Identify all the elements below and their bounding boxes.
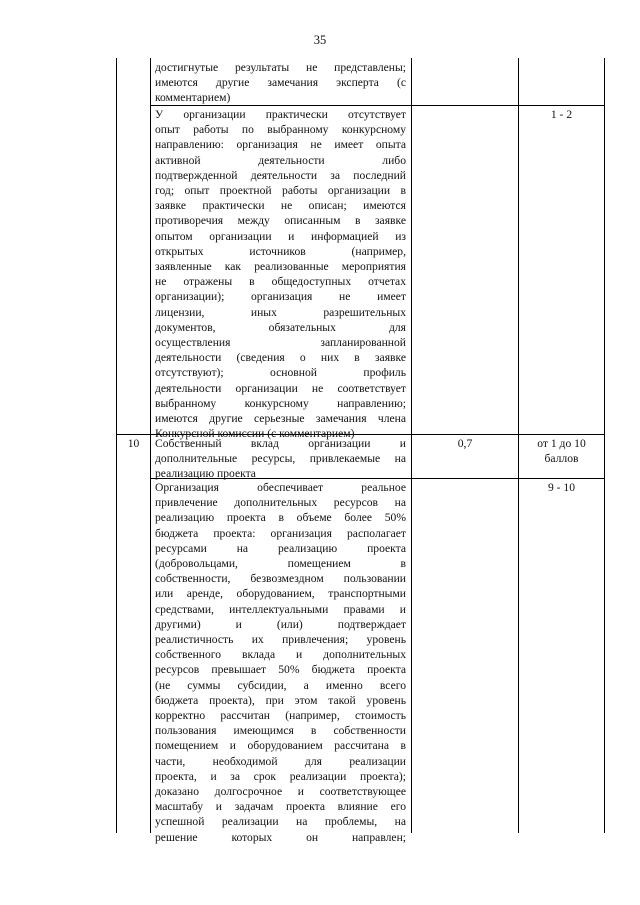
text-line: (не суммы субсидии, а именно всего: [155, 678, 406, 692]
score-line: от 1 до 10: [537, 437, 586, 450]
score-cell: 9 - 10: [547, 481, 576, 494]
table-border-num: [150, 58, 151, 833]
text-line: выбранному конкурсному направлению;: [155, 396, 406, 410]
table-border-right: [604, 58, 605, 833]
text-line: Конкурсной комиссии (с комментарием): [155, 427, 355, 441]
criterion-text: [155, 60, 406, 106]
criterion-number: 10: [127, 437, 140, 450]
text-line: бюджета проекта: организация располагает: [155, 526, 406, 540]
text-line: проекта, и за срок реализации проекта);: [155, 769, 406, 783]
text-line: Собственный вклад организации и: [155, 437, 406, 450]
score-cell: 1 - 2: [550, 108, 573, 121]
text-line: осуществления запланированной: [155, 336, 406, 350]
text-line: активной деятельности либо: [155, 153, 406, 167]
text-line: отсутствуют); основной профиль: [155, 366, 406, 380]
text-line: ресурсами на реализацию проекта: [155, 541, 406, 555]
text-line: пользования имеющимся в собственности: [155, 724, 406, 738]
text-line: другими) и (или) подтверждает: [155, 617, 406, 631]
text-line: Организация обеспечивает реальное: [155, 481, 406, 494]
text-line: год; опыт проектной работы организации в: [155, 184, 406, 198]
score-cell: [519, 436, 604, 466]
text-line: не отражены в общедоступных отчетах: [155, 275, 406, 289]
text-line: деятельности организации не соответствует: [155, 381, 406, 395]
text-line: привлечение дополнительных ресурсов на: [155, 496, 406, 510]
text-line: помещением и оборудованием рассчитана в: [155, 739, 406, 753]
text-line: документов, обязательных для: [155, 320, 406, 334]
text-line: реализацию проекта в объеме более 50%: [155, 511, 406, 525]
weight-cell: 0,7: [457, 437, 473, 450]
text-line: масштабу и задачам проекта влияние его: [155, 800, 406, 814]
text-line: опыт работы по выбранному конкурсному: [155, 123, 406, 137]
text-line: собственного вклада и дополнительных: [155, 648, 406, 662]
text-line: противоречия между описанным в заявке: [155, 214, 406, 228]
text-line: направлению: организация не имеет опыта: [155, 138, 406, 152]
text-line: подтвержденной деятельности за последний: [155, 168, 406, 182]
text-line: лицензии, иных разрешительных: [155, 305, 406, 319]
text-line: опытом организации и информацией из: [155, 229, 406, 243]
text-line: деятельности (сведения о них в заявке: [155, 351, 406, 365]
text-line: дополнительные ресурсы, привлекаемые на: [155, 452, 406, 466]
text-line: имеются другие серьезные замечания члена: [155, 412, 406, 426]
text-line: успешной реализации на проблемы, на: [155, 815, 406, 829]
score-line: баллов: [544, 452, 579, 466]
page-number: 35: [313, 33, 327, 47]
text-line: заявке практически не описан; имеются: [155, 199, 406, 213]
text-line: ресурсов превышает 50% бюджета проекта: [155, 663, 406, 677]
text-line: или аренде, оборудованием, транспортными: [155, 587, 406, 601]
criterion-text: [155, 436, 406, 482]
text-line: реалистичность их привлечения; уровень: [155, 633, 406, 647]
text-line: собственности, безвозмездном пользовании: [155, 572, 406, 586]
text-line: решение которых он направлен;: [155, 830, 406, 844]
text-line: имеются другие замечания эксперта (с: [155, 76, 406, 90]
criterion-text: [155, 480, 406, 845]
text-line: части, необходимой для реализации: [155, 754, 406, 768]
text-line: У организации практически отсутствует: [155, 108, 406, 121]
text-line: заявленные как реализованные мероприятия: [155, 260, 406, 274]
text-line: комментарием): [155, 91, 231, 105]
text-line: корректно рассчитан (например, стоимость: [155, 709, 406, 723]
text-line: бюджета проекта), при этом такой уровень: [155, 693, 406, 707]
text-line: (добровольцами, помещением в: [155, 557, 406, 571]
text-line: доказано долгосрочное и соответствующее: [155, 785, 406, 799]
text-line: средствами, интеллектуальными правами и: [155, 602, 406, 616]
criterion-text: [155, 107, 406, 441]
text-line: реализацию проекта: [155, 467, 256, 481]
text-line: организации); организация не имеет: [155, 290, 406, 304]
text-line: открытых источников (например,: [155, 244, 406, 258]
text-line: достигнутые результаты не представлены;: [155, 61, 406, 74]
